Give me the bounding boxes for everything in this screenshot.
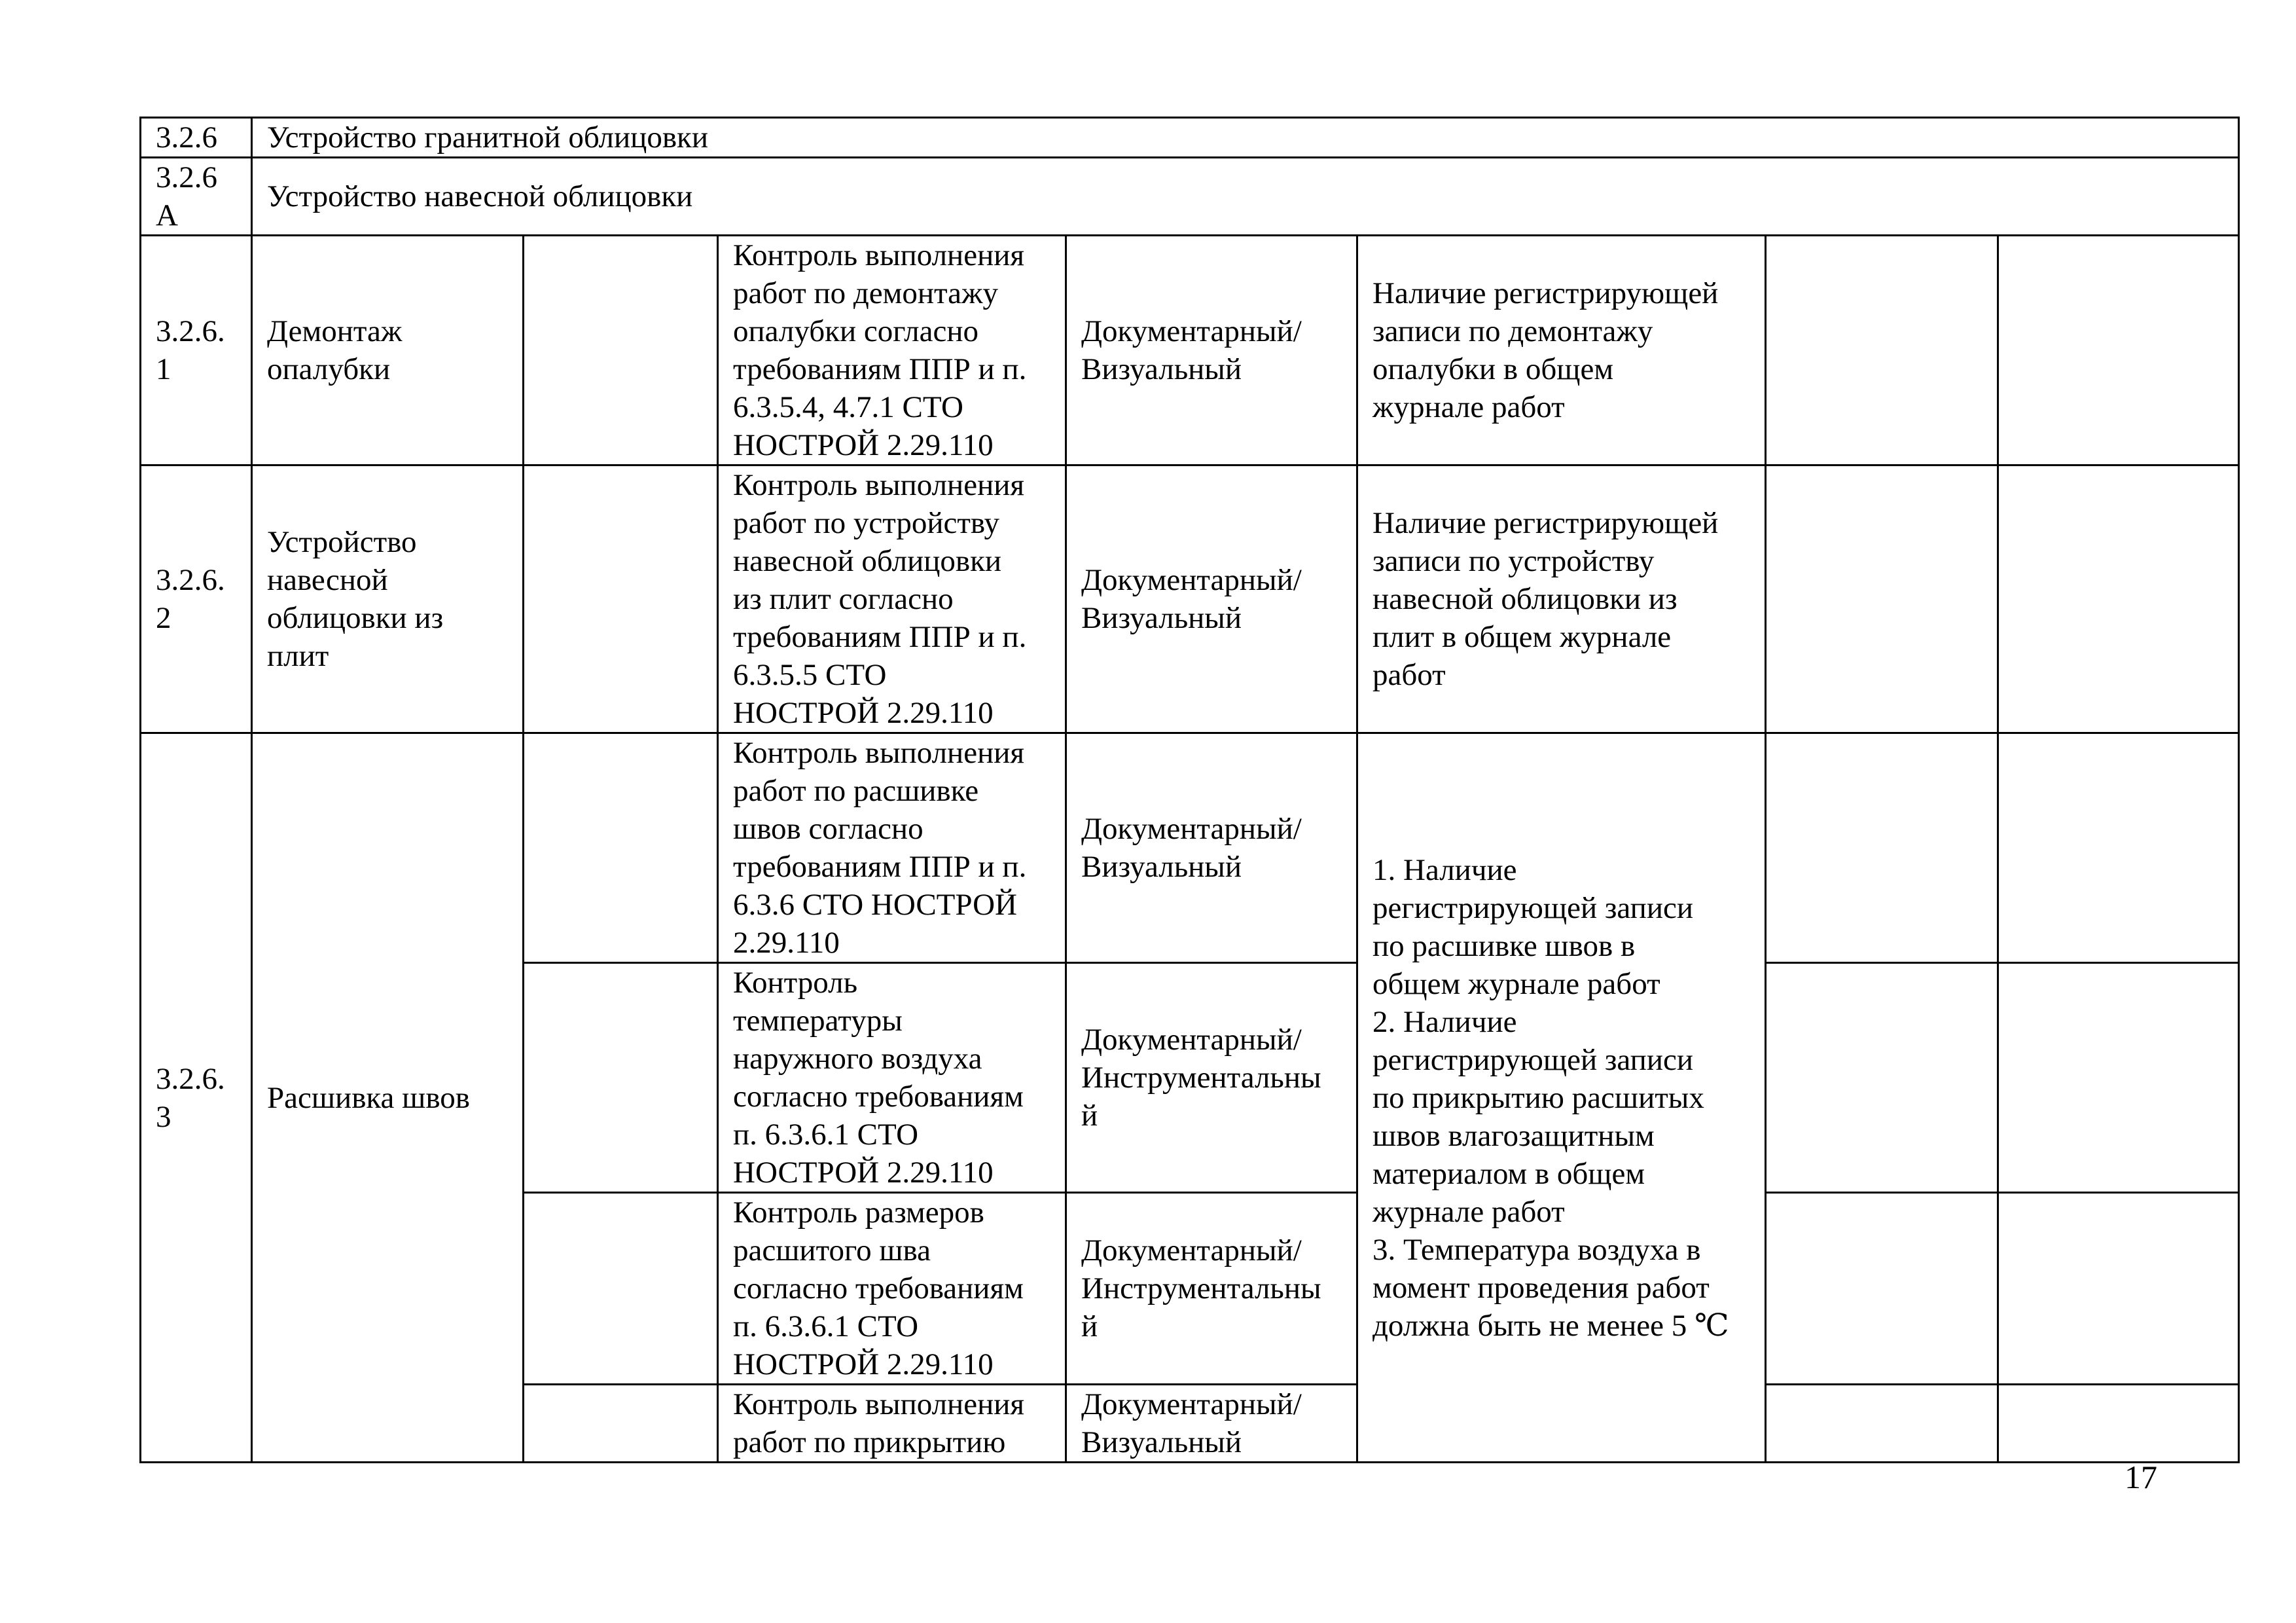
empty-cell — [1998, 963, 2239, 1193]
section-code-line: А — [156, 198, 178, 232]
control-line: температуры — [733, 1004, 903, 1038]
result-line: журнале работ — [1372, 390, 1565, 424]
result-line: Наличие регистрирующей — [1372, 276, 1719, 310]
work-name-line: Демонтаж — [267, 314, 403, 348]
control-line: 6.3.6 СТО НОСТРОЙ — [733, 888, 1017, 922]
method-cell — [1066, 733, 1357, 963]
control-line: Контроль — [733, 966, 858, 1000]
result-line: работ — [1372, 658, 1446, 692]
empty-cell — [524, 1385, 718, 1463]
page-number: 17 — [2125, 1459, 2157, 1495]
empty-cell — [1998, 236, 2239, 465]
section-code-cell — [141, 118, 252, 158]
control-line: требованиям ППР и п. — [733, 352, 1027, 386]
empty-cell — [1998, 1193, 2239, 1385]
method-line: Визуальный — [1081, 850, 1242, 884]
result-line: должна быть не менее 5 ℃ — [1372, 1308, 1729, 1343]
result-line: Наличие регистрирующей — [1372, 506, 1719, 540]
section-code: 3.2.6 — [156, 120, 217, 155]
result-line: плит в общем журнале — [1372, 620, 1672, 654]
control-line: работ по прикрытию — [733, 1425, 1006, 1459]
empty-cell — [1998, 1385, 2239, 1463]
empty-cell — [1766, 465, 1998, 733]
result-line: регистрирующей записи — [1372, 890, 1693, 925]
result-line: регистрирующей записи — [1372, 1042, 1693, 1077]
control-line: НОСТРОЙ 2.29.110 — [733, 1156, 994, 1190]
method-line: Документарный/ — [1081, 1387, 1302, 1421]
result-line: швов влагозащитным — [1372, 1118, 1655, 1153]
section-title-cell — [252, 118, 2239, 158]
work-name-line: плит — [267, 639, 329, 673]
result-line: журнале работ — [1372, 1194, 1565, 1229]
method-cell — [1066, 236, 1357, 465]
method-line: Визуальный — [1081, 1425, 1242, 1459]
empty-cell — [1766, 236, 1998, 465]
result-cell — [1357, 733, 1766, 1463]
result-line: записи по демонтажу — [1372, 314, 1653, 348]
empty-cell — [524, 236, 718, 465]
work-name-cell — [252, 733, 524, 1463]
section-title: Устройство навесной облицовки — [267, 179, 693, 213]
work-name-line: облицовки из — [267, 601, 444, 635]
control-line: согласно требованиям — [733, 1271, 1024, 1305]
result-line: материалом в общем — [1372, 1156, 1645, 1191]
work-name-cell — [252, 465, 524, 733]
method-line: Инструментальны — [1081, 1061, 1321, 1095]
section-title: Устройство гранитной облицовки — [267, 120, 708, 155]
empty-cell — [524, 1193, 718, 1385]
control-line: опалубки согласно — [733, 314, 978, 348]
work-name-cell — [252, 236, 524, 465]
control-cell — [718, 1193, 1066, 1385]
empty-cell — [1998, 733, 2239, 963]
section-row-granite — [141, 118, 2239, 158]
control-line: работ по устройству — [733, 506, 999, 540]
control-line: п. 6.3.6.1 СТО — [733, 1118, 919, 1152]
result-line: общем журнале работ — [1372, 966, 1660, 1001]
row-code-cell — [141, 465, 252, 733]
row-code-line: 2 — [156, 601, 171, 635]
method-cell — [1066, 1193, 1357, 1385]
method-cell — [1066, 465, 1357, 733]
section-code-line: 3.2.6 — [156, 160, 217, 194]
empty-cell — [524, 733, 718, 963]
method-line: Визуальный — [1081, 352, 1242, 386]
control-line: работ по демонтажу — [733, 276, 998, 310]
method-line: Документарный/ — [1081, 1233, 1302, 1267]
result-line: записи по устройству — [1372, 544, 1655, 578]
work-name-line: навесной — [267, 563, 388, 597]
control-cell — [718, 963, 1066, 1193]
control-line: согласно требованиям — [733, 1080, 1024, 1114]
control-line: НОСТРОЙ 2.29.110 — [733, 1347, 994, 1381]
inspection-table — [139, 117, 2240, 1463]
result-cell — [1357, 236, 1766, 465]
control-line: 2.29.110 — [733, 926, 840, 960]
result-line: момент проведения работ — [1372, 1270, 1710, 1305]
control-line: Контроль выполнения — [733, 238, 1024, 272]
method-line: Документарный/ — [1081, 563, 1302, 597]
table-row — [141, 236, 2239, 465]
result-line: опалубки в общем — [1372, 352, 1614, 386]
result-line: 2. Наличие — [1372, 1004, 1517, 1039]
control-line: Контроль выполнения — [733, 736, 1024, 770]
result-line: 1. Наличие — [1372, 852, 1517, 887]
control-line: наружного воздуха — [733, 1042, 982, 1076]
control-line: расшитого шва — [733, 1233, 931, 1267]
control-line: НОСТРОЙ 2.29.110 — [733, 696, 994, 730]
control-line: 6.3.5.5 СТО — [733, 658, 887, 692]
control-line: 6.3.5.4, 4.7.1 СТО — [733, 390, 963, 424]
control-cell — [718, 733, 1066, 963]
control-line: Контроль выполнения — [733, 1387, 1024, 1421]
result-line: навесной облицовки из — [1372, 582, 1677, 616]
control-cell — [718, 1385, 1066, 1463]
control-cell — [718, 236, 1066, 465]
result-line: 3. Температура воздуха в — [1372, 1232, 1701, 1267]
result-line: по расшивке швов в — [1372, 928, 1636, 963]
row-code-line: 3.2.6. — [156, 563, 225, 597]
method-line: й — [1081, 1309, 1098, 1343]
row-code-line: 3.2.6. — [156, 314, 225, 348]
control-line: Контроль выполнения — [733, 468, 1024, 502]
row-code-line: 1 — [156, 352, 171, 386]
row-code-cell — [141, 733, 252, 1463]
control-line: требованиям ППР и п. — [733, 620, 1027, 654]
result-cell — [1357, 465, 1766, 733]
control-line: п. 6.3.6.1 СТО — [733, 1309, 919, 1343]
empty-cell — [1998, 465, 2239, 733]
result-line: по прикрытию расшитых — [1372, 1080, 1704, 1115]
control-line: работ по расшивке — [733, 774, 979, 808]
method-line: й — [1081, 1099, 1098, 1133]
method-line: Документарный/ — [1081, 1023, 1302, 1057]
row-code-cell — [141, 236, 252, 465]
section-code-cell — [141, 158, 252, 236]
empty-cell — [524, 963, 718, 1193]
control-line: требованиям ППР и п. — [733, 850, 1027, 884]
control-cell — [718, 465, 1066, 733]
empty-cell — [1766, 733, 1998, 963]
method-cell — [1066, 963, 1357, 1193]
section-title-cell — [252, 158, 2239, 236]
work-name-line: Устройство — [267, 525, 417, 559]
empty-cell — [1766, 1385, 1998, 1463]
empty-cell — [1766, 1193, 1998, 1385]
row-code-line: 3 — [156, 1099, 171, 1134]
control-line: навесной облицовки — [733, 544, 1002, 578]
section-row-hinged — [141, 158, 2239, 236]
row-code-line: 3.2.6. — [156, 1061, 225, 1096]
method-line: Визуальный — [1081, 601, 1242, 635]
method-line: Документарный/ — [1081, 812, 1302, 846]
work-name-line: Расшивка швов — [267, 1080, 470, 1115]
empty-cell — [1766, 963, 1998, 1193]
work-name-line: опалубки — [267, 352, 391, 386]
control-line: НОСТРОЙ 2.29.110 — [733, 428, 994, 462]
control-line: Контроль размеров — [733, 1195, 984, 1230]
control-line: из плит согласно — [733, 582, 954, 616]
table-row — [141, 465, 2239, 733]
method-line: Документарный/ — [1081, 314, 1302, 348]
control-line: швов согласно — [733, 812, 924, 846]
empty-cell — [524, 465, 718, 733]
method-line: Инструментальны — [1081, 1271, 1321, 1305]
method-cell — [1066, 1385, 1357, 1463]
table-row — [141, 733, 2239, 963]
